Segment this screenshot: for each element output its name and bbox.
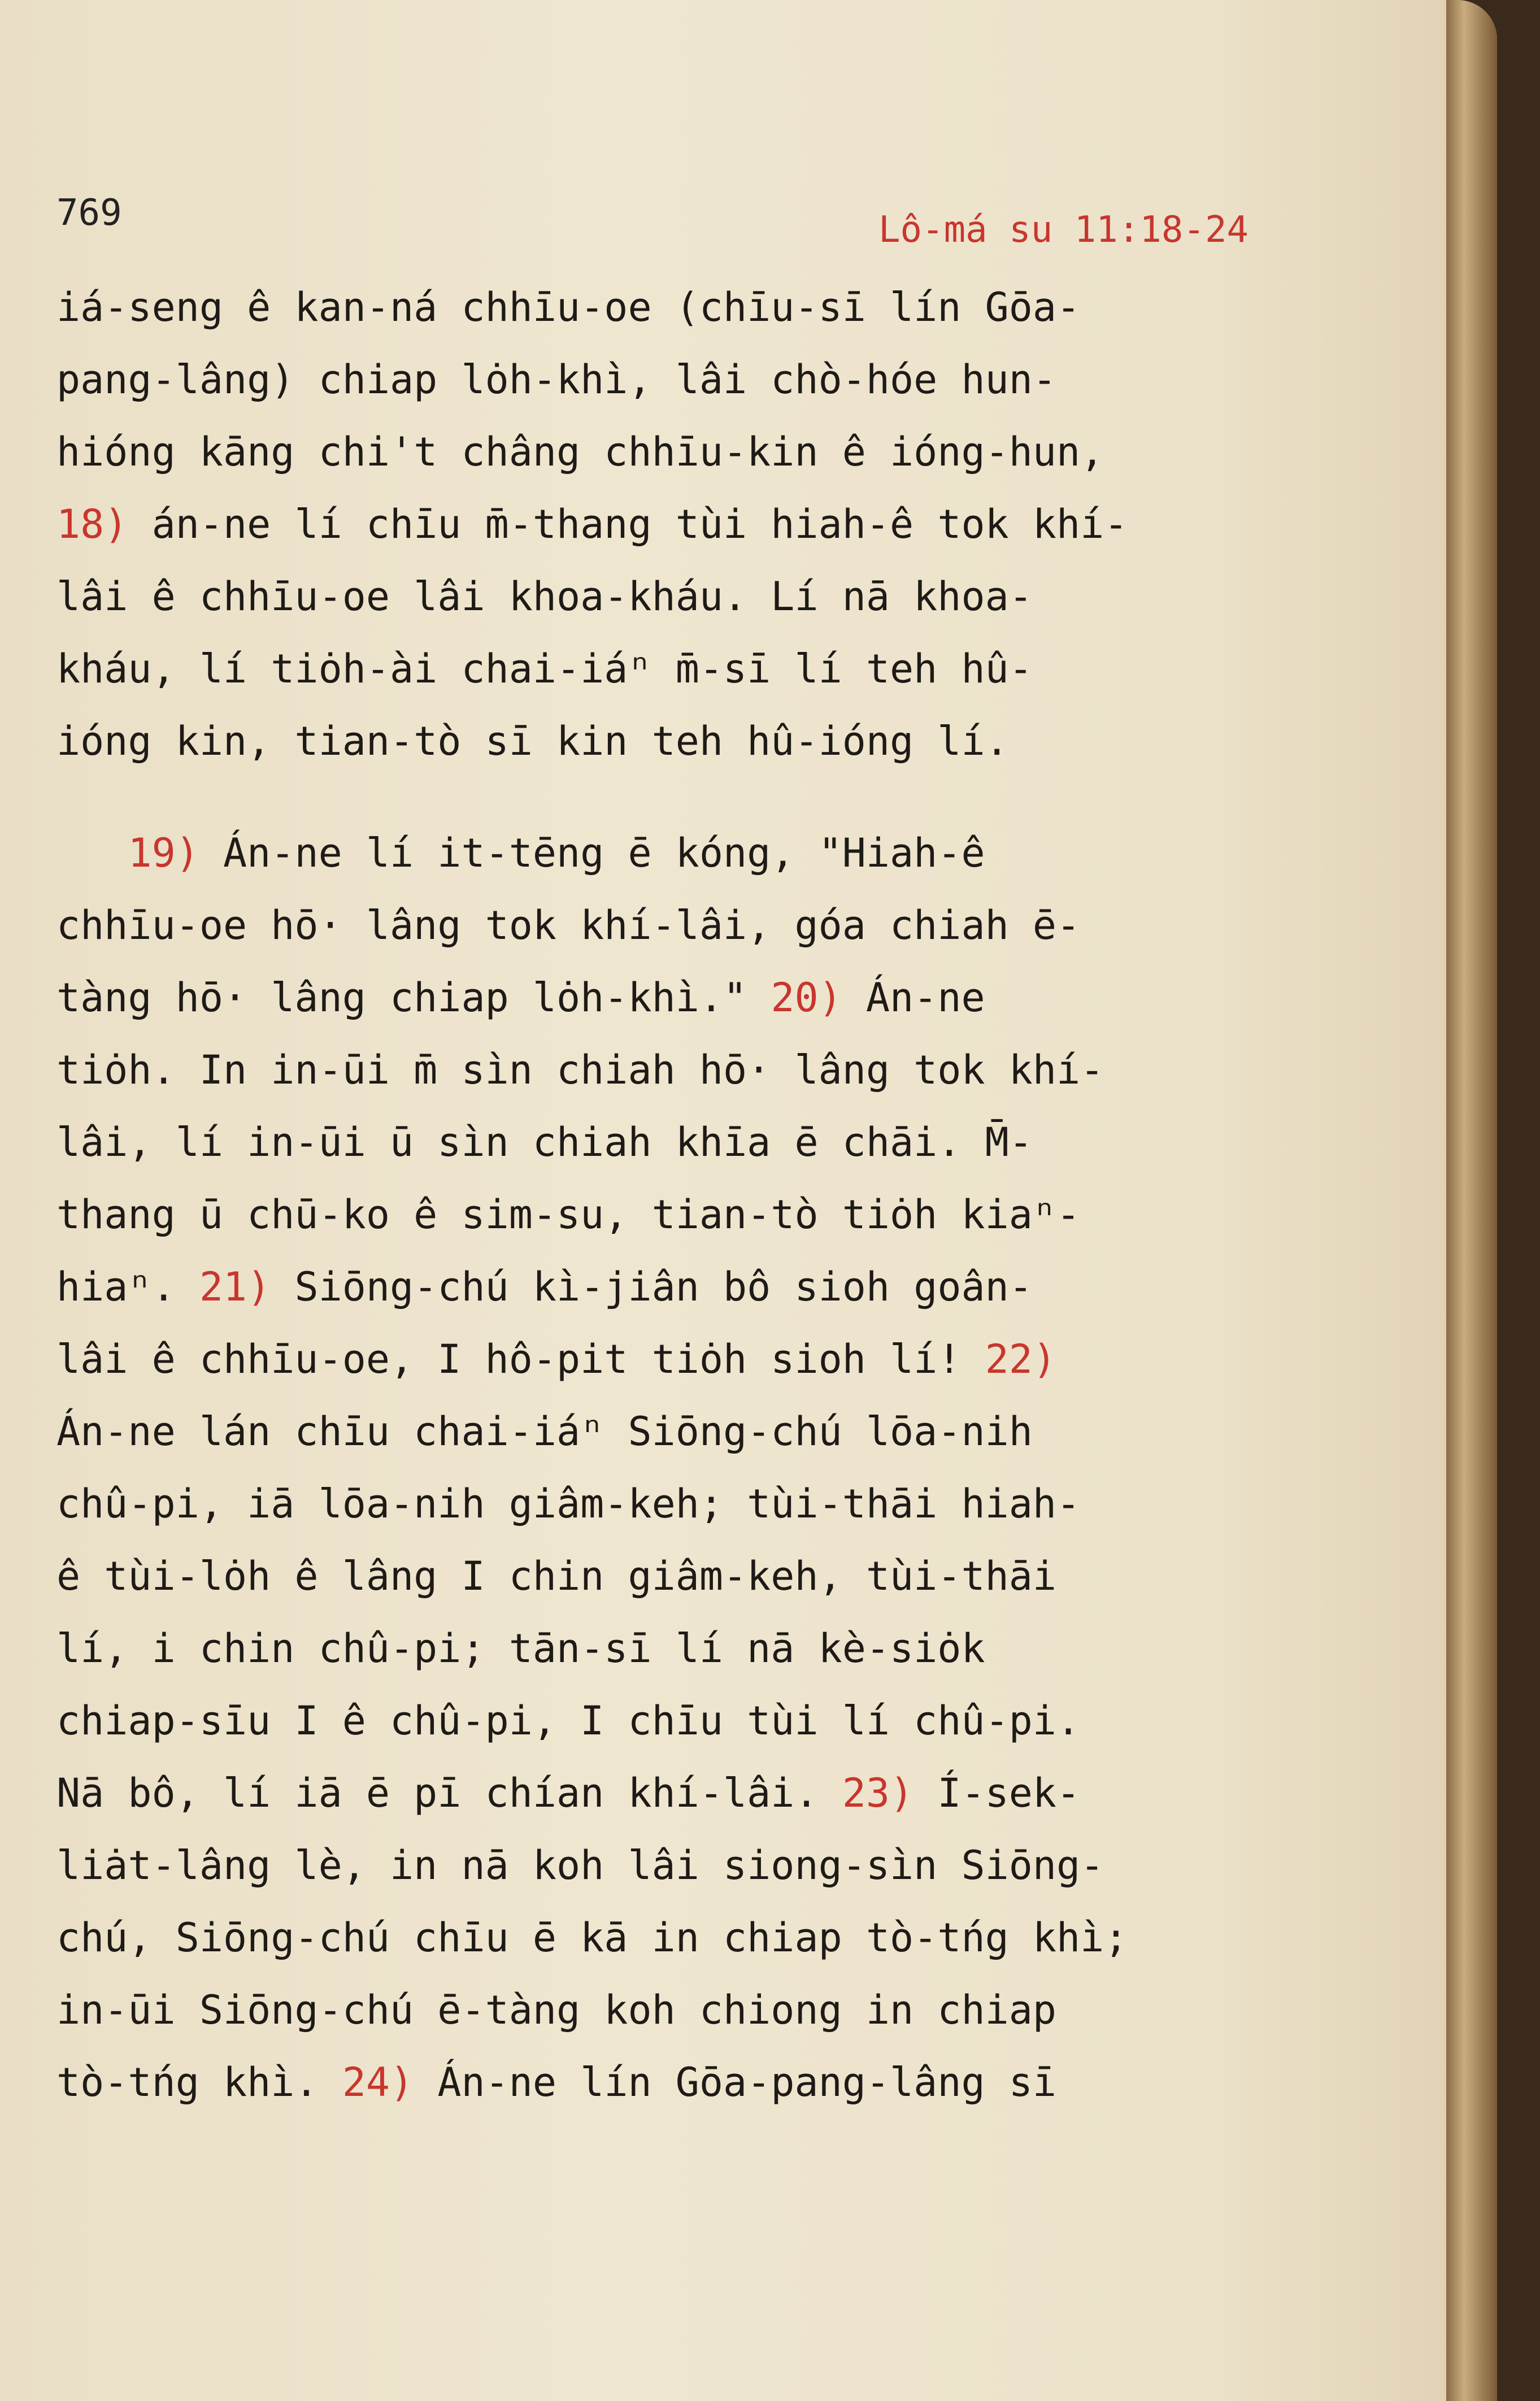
text-line xyxy=(56,560,1356,633)
text-segment: chú, Siōng-chú chīu ē kā in chiap tò-tńg khì; xyxy=(56,1915,1128,1961)
page-header xyxy=(56,192,1248,249)
text-segment: lâi ê chhīu-oe lâi khoa-kháu. Lí nā khoa- xyxy=(56,573,1033,620)
text-segment: tò-tńg khì. xyxy=(56,2059,342,2106)
verse-number: 20) xyxy=(771,975,842,1021)
text-line xyxy=(56,1540,1356,1612)
text-line xyxy=(56,1178,1356,1251)
text-line xyxy=(56,1323,1356,1395)
text-line xyxy=(56,1829,1356,1902)
body-text xyxy=(56,271,1356,2119)
text-line xyxy=(56,1685,1356,1757)
text-line xyxy=(56,1612,1356,1685)
text-segment: lâi, lí in-ūi ū sìn chiah khīa ē chāi. M̄- xyxy=(56,1119,1033,1165)
text-segment: ê tùi-lȯh ê lâng I chin giâm-keh, tùi-thāi xyxy=(56,1553,1057,1599)
text-segment: hióng kāng chi't châng chhīu-kin ê ióng-hun, xyxy=(56,429,1104,475)
text-line xyxy=(56,488,1356,560)
text-line xyxy=(56,1468,1356,1540)
text-segment: Án-ne lí it-tēng ē kóng, "Hiah-ê xyxy=(199,830,985,876)
text-segment: lâi ê chhīu-oe, I hô-pit tiȯh sioh lí! xyxy=(56,1336,985,1382)
text-segment: in-ūi Siōng-chú ē-tàng koh chiong in chiap xyxy=(56,1987,1057,2033)
page-number: 769 xyxy=(56,192,122,234)
text-segment xyxy=(56,830,128,876)
verse-number: 18) xyxy=(56,501,128,547)
text-line xyxy=(56,1902,1356,1974)
text-segment: liȧt-lâng lè, in nā koh lâi siong-sìn Siōng- xyxy=(56,1842,1104,1889)
text-segment: lí, i chin chû-pi; tān-sī lí nā kè-siȯk xyxy=(56,1625,985,1672)
text-segment: thang ū chū-ko ê sim-su, tian-tò tiȯh kiaⁿ- xyxy=(56,1191,1081,1238)
text-line xyxy=(56,633,1356,705)
text-line xyxy=(56,1251,1356,1323)
text-line xyxy=(56,889,1356,962)
text-line xyxy=(56,1034,1356,1106)
text-segment: tiȯh. In in-ūi m̄ sìn chiah hō· lâng tok khí- xyxy=(56,1047,1104,1093)
text-segment: tàng hō· lâng chiap lȯh-khì." xyxy=(56,975,771,1021)
text-segment: Siōng-chú kì-jiân bô sioh goân- xyxy=(271,1264,1033,1310)
verse-number: 21) xyxy=(199,1264,271,1310)
text-line xyxy=(56,1757,1356,1829)
text-segment: chû-pi, iā lōa-nih giâm-keh; tùi-thāi hiah- xyxy=(56,1481,1081,1527)
text-line xyxy=(56,1395,1356,1468)
verse-number: 24) xyxy=(342,2059,414,2106)
text-line xyxy=(56,1974,1356,2046)
text-segment: ióng kin, tian-tò sī kin teh hû-ióng lí. xyxy=(56,718,1009,764)
text-segment: Án-ne xyxy=(842,975,985,1021)
text-segment: Án-ne lín Gōa-pang-lâng sī xyxy=(414,2059,1057,2106)
text-segment: hiaⁿ. xyxy=(56,1264,199,1310)
text-line xyxy=(56,271,1356,343)
text-segment: pang-lâng) chiap lȯh-khì, lâi chò-hóe hun- xyxy=(56,356,1057,403)
paragraph-gap xyxy=(56,777,1356,817)
text-segment: chiap-sīu I ê chû-pi, I chīu tùi lí chû-pi. xyxy=(56,1698,1081,1744)
text-line xyxy=(56,705,1356,777)
text-line xyxy=(56,817,1356,889)
verse-number: 19) xyxy=(128,830,199,876)
text-line xyxy=(56,2046,1356,2119)
text-line xyxy=(56,1106,1356,1178)
text-segment: Nā bô, lí iā ē pī chían khí-lâi. xyxy=(56,1770,842,1816)
text-segment: kháu, lí tiȯh-ài chai-iáⁿ m̄-sī lí teh hû- xyxy=(56,646,1033,692)
text-line xyxy=(56,416,1356,488)
text-line xyxy=(56,962,1356,1034)
text-segment: iá-seng ê kan-ná chhīu-oe (chīu-sī lín Gōa- xyxy=(56,284,1081,330)
text-line xyxy=(56,343,1356,416)
text-segment: Án-ne lán chīu chai-iáⁿ Siōng-chú lōa-nih xyxy=(56,1408,1033,1455)
verse-number: 23) xyxy=(842,1770,914,1816)
text-segment: Í-sek- xyxy=(913,1770,1081,1816)
verse-number: 22) xyxy=(985,1336,1057,1382)
text-segment: chhīu-oe hō· lâng tok khí-lâi, góa chiah ē- xyxy=(56,902,1081,949)
text-segment: án-ne lí chīu m̄-thang tùi hiah-ê tok khí- xyxy=(128,501,1128,547)
running-head: Lô-má su 11:18-24 xyxy=(878,209,1248,251)
page-edge xyxy=(1446,0,1497,2401)
